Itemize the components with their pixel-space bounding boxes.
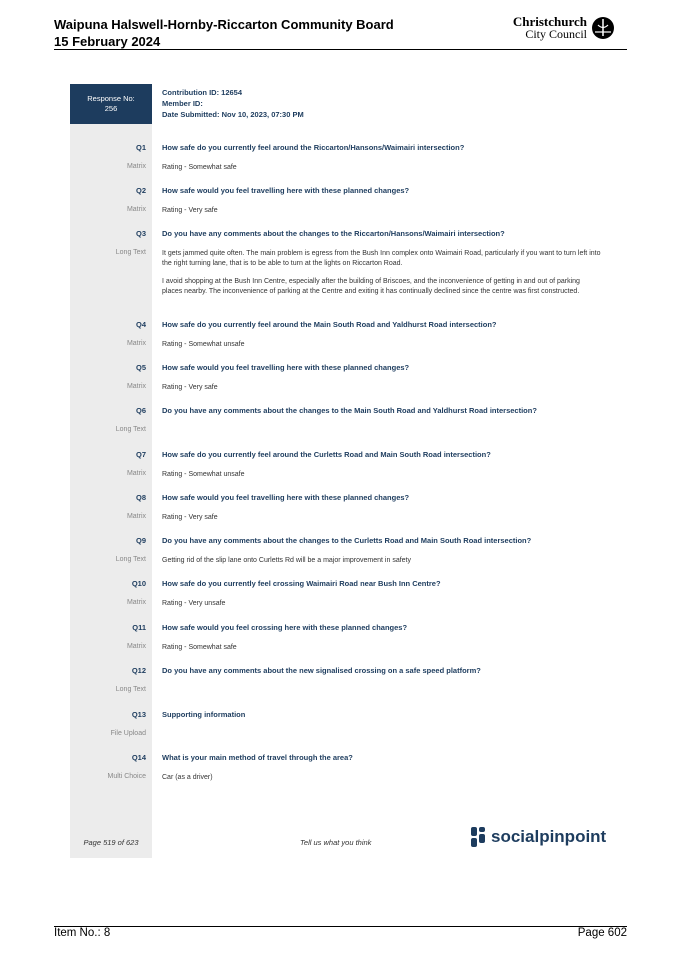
answer-text: It gets jammed quite often. The main problem is egress from the Bush Inn complex onto Waimairi Road, particularly if you want to turn left into the right turning lane, that is to be able to turn at the lights on Riccarton Road. [162, 250, 601, 267]
question-text: How safe would you feel crossing here with these planned changes? [162, 623, 408, 632]
question-text: How safe do you currently feel around the Riccarton/Hansons/Waimairi intersection? [162, 143, 465, 152]
item-number: Item No.: 8 [54, 927, 111, 939]
question-type: Matrix [126, 206, 146, 213]
question-text: How safe would you feel travelling here with these planned changes? [162, 363, 410, 372]
board-name: Waipuna Halswell-Hornby-Riccarton Community Board [54, 17, 394, 32]
question-type: Long Text [115, 556, 146, 563]
question-number: Q6 [135, 406, 146, 415]
question-type: Matrix [126, 643, 146, 650]
brand-name: socialpinpoint [491, 827, 607, 846]
member-id: Member ID: [162, 99, 203, 108]
document-page-number: Page 602 [577, 927, 627, 939]
document-title [54, 16, 394, 50]
question-number: Q13 [131, 710, 146, 719]
date-submitted: Date Submitted: Nov 10, 2023, 07:30 PM [162, 110, 304, 119]
question-text: How safe would you feel travelling here with these planned changes? [162, 186, 410, 195]
socialpinpoint-icon [470, 826, 486, 848]
question-number: Q3 [135, 229, 146, 238]
question-number: Q11 [132, 623, 146, 632]
question-text: How safe do you currently feel around the Curletts Road and Main South Road intersection? [162, 450, 491, 459]
question-type: Long Text [115, 426, 146, 433]
logo-line-1: Christchurch [512, 14, 587, 29]
question-type: Matrix [126, 383, 146, 390]
question-number: Q2 [135, 186, 146, 195]
answer-text: I avoid shopping at the Bush Inn Centre, especially after the building of Briscoes, and the inconvenience of getting in and out of parking places nearby. The inconvenience of parking at the Centre and exiting it has continually declined since the centre was first constructed. [162, 278, 580, 295]
footer-rule [54, 926, 627, 927]
question-type: Long Text [115, 686, 146, 693]
question-text: How safe would you feel travelling here with these planned changes? [162, 493, 410, 502]
answer-text: Rating - Very safe [162, 207, 218, 214]
question-number: Q7 [135, 450, 146, 459]
question-text: Do you have any comments about the changes to the Curletts Road and Main South Road intersection? [162, 536, 532, 545]
question-type: Matrix [126, 513, 146, 520]
inner-page-number: Page 519 of 623 [83, 838, 139, 847]
question-text: How safe do you currently feel crossing Waimairi Road near Bush Inn Centre? [162, 579, 441, 588]
question-type: Multi Choice [107, 773, 146, 780]
question-number: Q9 [135, 536, 146, 545]
question-text: What is your main method of travel through the area? [162, 753, 353, 762]
response-number-box [70, 84, 152, 124]
question-text: Supporting information [162, 710, 246, 719]
question-number: Q5 [135, 363, 146, 372]
question-text: Do you have any comments about the changes to the Main South Road and Yaldhurst Road intersection? [162, 406, 537, 415]
answer-text: Car (as a driver) [162, 774, 213, 781]
tagline: Tell us what you think [300, 838, 372, 847]
answer-text: Rating - Very unsafe [162, 600, 226, 607]
logo-line-2: City Council [525, 27, 587, 41]
response-number: 256 [104, 104, 118, 113]
header-rule [54, 49, 627, 50]
council-logo [513, 16, 615, 40]
question-type: Matrix [126, 599, 146, 606]
response-label: Response No: [87, 94, 135, 103]
answer-text: Rating - Somewhat safe [162, 644, 237, 651]
question-type: Matrix [126, 470, 146, 477]
question-type: Matrix [126, 163, 146, 170]
socialpinpoint-logo [470, 826, 606, 848]
answer-text: Rating - Somewhat unsafe [162, 341, 245, 348]
question-type: File Upload [110, 730, 146, 737]
question-type: Matrix [126, 340, 146, 347]
answer-text: Rating - Somewhat safe [162, 164, 237, 171]
question-text: How safe do you currently feel around the Main South Road and Yaldhurst Road intersection? [162, 320, 497, 329]
question-number: Q10 [131, 579, 146, 588]
question-number: Q12 [131, 666, 146, 675]
contribution-info [162, 87, 304, 120]
council-emblem-icon [591, 16, 615, 40]
contribution-id: Contribution ID: 12654 [162, 88, 243, 97]
question-type: Long Text [115, 249, 146, 256]
question-number: Q1 [135, 143, 146, 152]
answer-text: Rating - Very safe [162, 514, 218, 521]
meeting-date: 15 February 2024 [54, 34, 161, 49]
question-number: Q4 [135, 320, 146, 329]
answer-text: Getting rid of the slip lane onto Curletts Rd will be a major improvement in safety [162, 557, 412, 564]
question-text: Do you have any comments about the changes to the Riccarton/Hansons/Waimairi intersection? [162, 229, 505, 238]
question-number: Q8 [135, 493, 146, 502]
question-text: Do you have any comments about the new signalised crossing on a safe speed platform? [162, 666, 481, 675]
answer-text: Rating - Very safe [162, 384, 218, 391]
answer-text: Rating - Somewhat unsafe [162, 471, 245, 478]
question-number: Q14 [131, 753, 146, 762]
